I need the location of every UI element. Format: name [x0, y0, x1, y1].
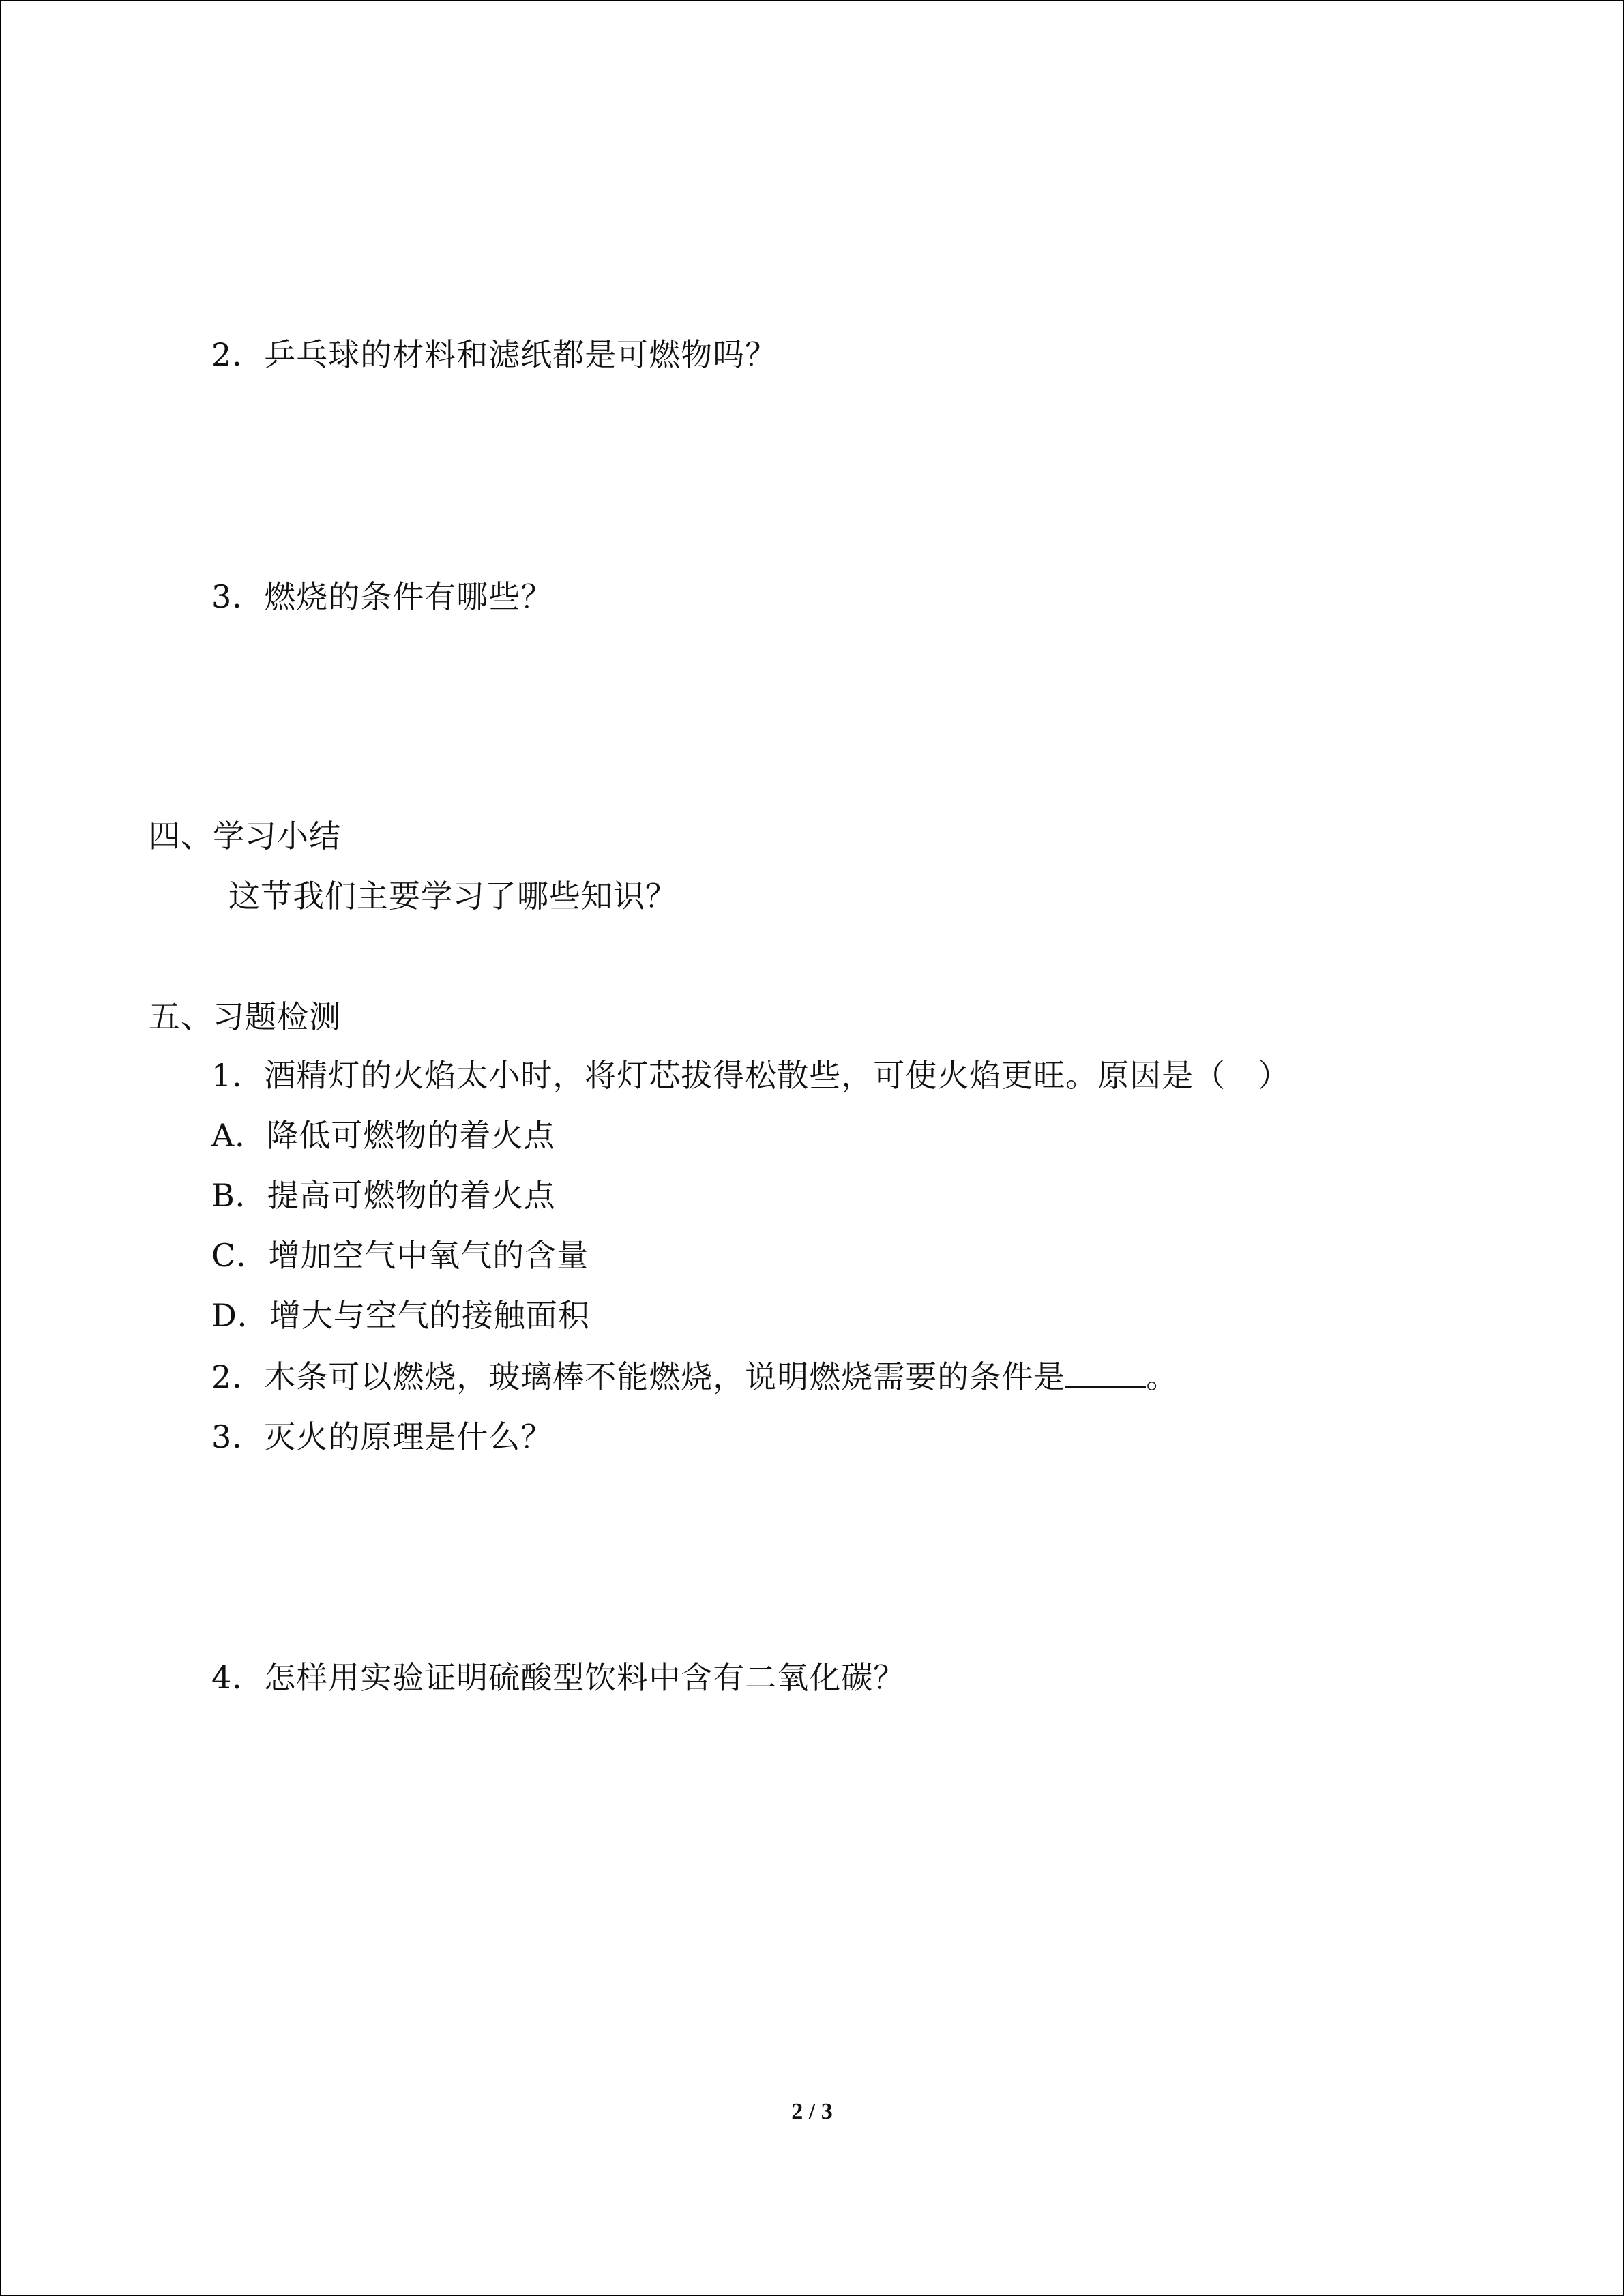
exercise-2-text: 2．木条可以燃烧，玻璃棒不能燃烧，说明燃烧需要的条件是 [211, 1358, 1066, 1395]
page-number: 2 / 3 [791, 2099, 833, 2124]
exercise-1-question: 1．酒精灯的火焰太小时，将灯芯拔得松散些，可使火焰更旺。原因是（ ） [211, 1057, 1290, 1094]
exercise-1-option-b: B．提高可燃物的着火点 [211, 1177, 556, 1214]
exercise-1-option-c: C．增加空气中氧气的含量 [211, 1237, 589, 1274]
exercise-1-option-a: A．降低可燃物的着火点 [211, 1117, 556, 1154]
exercise-4-question: 4．怎样用实验证明硫酸型饮料中含有二氧化碳？ [211, 1659, 906, 1696]
answer-blank [1065, 1358, 1146, 1388]
exercise-2-end: 。 [1146, 1358, 1179, 1395]
exercise-3-question: 3．灭火的原理是什么？ [211, 1418, 553, 1455]
section-5-heading: 五、习题检测 [149, 998, 341, 1035]
question-2-combustible: 2．乒乓球的材料和滤纸都是可燃物吗？ [211, 336, 778, 373]
section-4-heading: 四、学习小结 [149, 818, 341, 854]
exercise-1-option-d: D．增大与空气的接触面积 [211, 1297, 590, 1334]
question-3-combustion-conditions: 3．燃烧的条件有哪些？ [211, 578, 553, 615]
exercise-2-question [211, 1358, 1178, 1396]
section-4-prompt: 这节我们主要学习了哪些知识？ [228, 878, 677, 914]
